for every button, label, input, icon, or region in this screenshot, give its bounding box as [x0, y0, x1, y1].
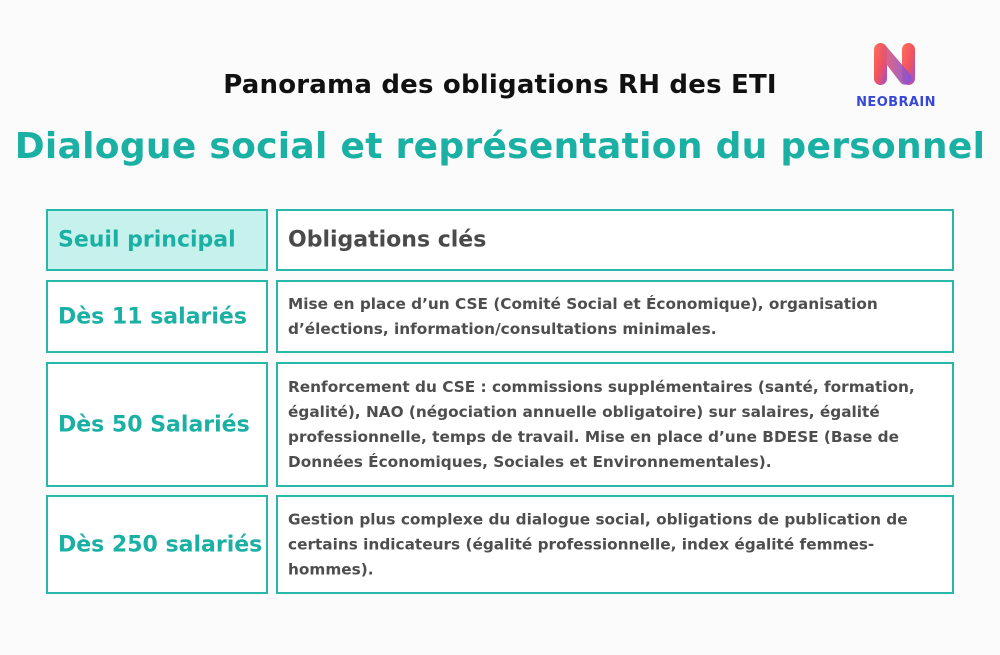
obligations-text: Mise en place d’un CSE (Comité Social et Économique), organisation d’élections, information/consultations minimales. [288, 294, 878, 338]
table-row-threshold [46, 495, 268, 594]
table-row-obligations [276, 495, 954, 594]
table-row-obligations [276, 362, 954, 487]
obligations-text: Gestion plus complexe du dialogue social, obligations de publication de certains indicateurs (égalité professionnelle, index égalité femmes-hommes). [288, 510, 908, 578]
table-header-threshold-label: Seuil principal [58, 227, 236, 253]
page-subtitle: Panorama des obligations RH des ETI [223, 70, 777, 100]
brand-logo-text: NEOBRAIN [856, 95, 936, 110]
neobrain-n-logo-icon [870, 40, 922, 90]
table-row-threshold [46, 362, 268, 487]
table-row-threshold [46, 280, 268, 353]
table-header-threshold [46, 209, 268, 271]
brand-logo [852, 40, 940, 120]
threshold-label: Dès 50 Salariés [58, 412, 250, 437]
obligations-text: Renforcement du CSE : commissions supplémentaires (santé, formation, égalité), NAO (négociation annuelle obligatoire) sur salaires, égalité professionnelle, temps de travail. Mise en place d’une BDESE (Base de Données Économiques, Sociales et Environnementales). [288, 377, 915, 471]
threshold-label: Dès 11 salariés [58, 304, 247, 329]
threshold-label: Dès 250 salariés [58, 532, 263, 557]
table-row-obligations [276, 280, 954, 353]
page-title: Dialogue social et représentation du personnel [14, 126, 986, 167]
table-header-obligations-label: Obligations clés [288, 227, 487, 253]
table-header-obligations [276, 209, 954, 271]
